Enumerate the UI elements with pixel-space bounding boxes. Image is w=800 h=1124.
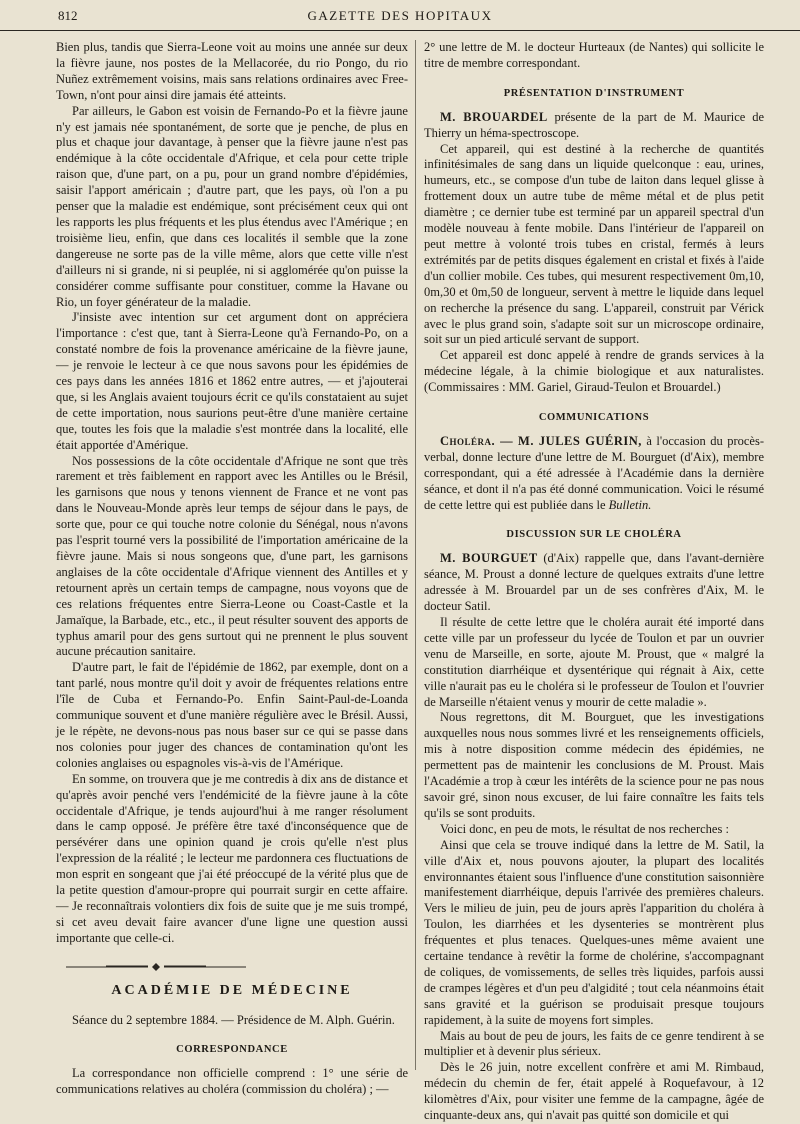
section-heading: COMMUNICATIONS <box>538 412 650 424</box>
seance-line: Séance du 2 septembre 1884. — Présidence de M. Alph. Guérin. <box>72 1012 395 1027</box>
lead-in: Choléra. — M. JULES GUÉRIN, <box>440 433 642 448</box>
paragraph: Nous regrettons, dit M. Bourguet, que les investigations auxquelles nous nous sommes livré et les renseignements officiels, mis à notre disposition comme médecin des épidémies, ne permettent pas de maintenir les conclusions de M. Proust. Mais l'Académie a trop à cœur les intérêts de la science pour ne pas nous savoir gré, sinon nous excuser, de lui faire connaître les faits tels qu'ils se sont produits. <box>424 710 764 820</box>
paragraph: Ainsi que cela se trouve indiqué dans la lettre de M. Satil, la ville d'Aix et, nous pouvons ajouter, la plupart des localités environnantes étaient sous l'influence d'une constitution saisonnière manifestement diarrhéique, depuis l'arrivée des premières chaleurs. Vers le milieu de juin, peu de jours après l'apparition du choléra à Toulon, les diarrhées et les dysenteries se montrèrent plus fréquentes et plus tenaces. Quelques-unes même avaient une certaine tendance à revêtir la forme de cholérine, s'accompagnant de coliques, de vomissements, de selles très liquides, parfois aussi de crampes légères et d'un peu d'algidité ; tout cela néanmoins était sans gravité et la guérison se produisait presque toujours rapidement, à la suite de moyens fort simples. <box>424 837 764 1027</box>
page-number: 812 <box>58 8 78 23</box>
paragraph-text: (d'Aix) rappelle que, dans l'avant-dernière séance, M. Proust a donné lecture de quelques extraits d'une lettre adressée à M. Brouardel par un de ses confrères d'Aix, M. le docteur Satil. <box>424 551 764 614</box>
paragraph-text: présente de la part de M. Maurice de Thierry un héma-spectroscope. <box>424 109 764 140</box>
paragraph: 2° une lettre de M. le docteur Hurteaux (de Nantes) qui sollicite le titre de membre correspondant. <box>424 40 764 70</box>
paragraph <box>424 434 764 514</box>
paragraph: J'insiste avec intention sur cet argument dont on appréciera l'importance : c'est que, tant à Sierra-Leone qu'à Fernando-Po, on a constaté nombre de fois la provenance américaine de la fièvre jaune, — je renvoie le lecteur à ce que nous savons pour les épidémies de ces pays dans les années 1816 et 1862 entre autres, — et j'ajouterai que, si les Anglais avaient toujours écrit ce qu'ils constataient au sujet de cette importation, nous saurions peut-être d'une manière certaine que, toutes les fois que la maladie s'est montrée dans la localité, elle était apportée d'Amérique. <box>56 310 408 452</box>
paragraph: Voici donc, en peu de mots, le résultat de nos recherches : <box>440 821 729 836</box>
section-ornament <box>56 963 256 971</box>
paragraph: D'autre part, le fait de l'épidémie de 1862, par exemple, dont on a tant parlé, nous montre qu'il doit y avoir de fréquentes relations entre l'île de Cuba et Fernando-Po. Enfin Saint-Paul-de-Loanda communique souvent et d'une manière régulière avec le Brésil. Aussi, je le répète, ne devons-nous pas nous baser sur ce qui se passe dans nos colonies pour juger des chances de contamination qu'ont les colonies anglaises ou espagnoles vis-à-vis de l'Amérique. <box>56 660 408 770</box>
right-column <box>424 40 764 1124</box>
section-heading: DISCUSSION SUR LE CHOLÉRA <box>506 529 682 541</box>
paragraph: Il résulte de cette lettre que le choléra aurait été importé dans cette ville par un professeur du lycée de Toulon et par un ouvrier venu de Marseille, en sorte, ajoute M. Proust, que « malgré la constitution diarrhéique et dysentérique qui régnait à Aix, cette ville n'aurait pas eu le choléra si le professeur de Toulon et l'ouvrier de Marseille n'étaient venus y mourir de cette maladie ». <box>424 615 764 709</box>
speaker-name: M. BOURGUET <box>440 551 538 566</box>
paragraph: En somme, on trouvera que je me contredis à dix ans de distance et qu'après avoir penché vers l'endémicité de la fièvre jaune à la côte occidentale d'Afrique, je tends aujourd'hui à me ranger résolument dans le camp opposé. Je préfère être taxé d'inconséquence que de persévérer dans une opinion quand je crois qu'elle n'est plus l'expression de la réalité ; le lecteur me pardonnera ces fluctuations de mon esprit en songeant que j'ai été préoccupé de la vérité plus que de la petite question d'amour-propre qui pourrait surgir en cette affaire. — Je reconnaîtrais volontiers dix fois de suite que je me suis trompé, si cet aveu devait faire avancer d'une ligne une question aussi importante que celle-ci. <box>56 771 409 945</box>
paragraph: La correspondance non officielle comprend : 1° une série de communications relatives au choléra (commission du choléra) ; — <box>56 1066 408 1097</box>
paragraph: Par ailleurs, le Gabon est voisin de Fernando-Po et la fièvre jaune n'y est jamais née spontanément, de sorte que je penche, de plus en plus et chaque jour davantage, à penser que la fièvre jaune n'est pas endémique à la côte occidentale d'Afrique, et cela pour cette triple raison que, d'une part, on a pu, pour un grand nombre d'épidémies, saisir l'apport américain ; d'autre part, que les pays, où l'on a pu penser que la maladie est endémique, sont précisément ceux qui ont les rapports les plus fréquents et les plus étendus avec l'Amérique ; en troisième lieu, enfin, que dans ces localités il semble que la zone dangereuse ne sorte pas de la ville même, alors que cette ville n'est d'ailleurs ni si grande, ni si peuplée, ni si agglomérée qu'on puisse la considérer comme suffisante pour constituer, comme la Havane ou Rio, un foyer générateur de la maladie. <box>56 103 408 309</box>
paragraph: Cet appareil est donc appelé à rendre de grands services à la médecine légale, à la chimie biologique et aux naturalistes. (Commissaires : MM. Gariel, Giraud-Teulon et Brouardel.) <box>424 348 764 395</box>
paragraph: Mais au bout de peu de jours, les faits de ce genre tendirent à se multiplier et à devenir plus sérieux. <box>424 1028 764 1059</box>
paragraph: Cet appareil, qui est destiné à la recherche de quantités infinitésimales de sang dans un liquide quelconque : eau, urines, humeurs, etc., se compose d'un tube de laiton dans lequel glisse à frottement doux un autre tube de même métal et de plus petit diamètre ; ce dernier tube est terminé par un appareil spectral d'un modèle nouveau à fente mobile. Dans l'intérieur de l'appareil on peut mettre à volonté trois tubes en cristal, fermés à leurs extrémités par de petits disques également en cristal et fixés à l'aide d'un collier mobile. Ces tubes, qui mesurent respectivement 0m,10, 0m,30 et 0m,50 de longueur, servent à mettre le liquide dans lequel on recherche la présence du sang. L'appareil, construit par Vérick avec le plus grand soin, s'adapte soit sur un microscope ordinaire, soit sur un pied articulé servant de support. <box>424 141 764 347</box>
page-header <box>0 0 800 31</box>
paragraph: Nos possessions de la côte occidentale d'Afrique ne sont que très rarement et très faiblement en rapport avec les Antilles ou le Brésil, les garnisons que nous y tenons viennent de France et ne vont pas dans le Nouveau-Monde après leur temps de séjour dans le pays, de sorte que, pour ce qui touche notre colonie du Sénégal, nous n'avons pas l'esprit tourné vers la possibilité de l'importation américaine de la fièvre jaune. Mais si nous songeons que, d'une part, les garnisons anglaises de la côte occidentale d'Afrique viennent des Antilles et y retournent après un certain temps de campagne, nous voyons que de ces relations fréquentes entre Sierra-Leone ou Coast-Castle et la Jamaïque, la Barbade, etc., etc., il peut résulter souvent des apports de typhus amaril pour des gens surtout qui ne prennent le plus souvent aucune précaution sanitaire. <box>56 453 408 659</box>
paragraph <box>424 551 764 615</box>
paragraph <box>424 110 764 142</box>
section-title: ACADÉMIE DE MÉDECINE <box>111 982 353 998</box>
section-heading: PRÉSENTATION D'INSTRUMENT <box>503 87 685 99</box>
left-column <box>56 40 408 1098</box>
paragraph-text: à l'occasion du procès-verbal, donne lecture d'une lettre de M. Bourguet (d'Aix), membre correspondant, qui a été adressée à l'Académie dans la dernière séance, et dont il n'a pas été donné communication. Voici le résumé de cette lettre qui est publiée dans le <box>424 433 764 512</box>
running-title: GAZETTE DES HOPITAUX <box>307 8 493 23</box>
column-divider <box>415 40 416 1070</box>
section-heading: CORRESPONDANCE <box>176 1044 288 1056</box>
speaker-name: M. BROUARDEL <box>440 109 548 124</box>
paragraph: Dès le 26 juin, notre excellent confrère et ami M. Rimbaud, médecin du chemin de fer, était appelé à Roquefavour, à 12 kilomètres d'Aix, pour visiter une femme de la campagne, âgée de cinquante-deux ans, qui n'avait pas quitté son domicile et qui <box>424 1060 764 1123</box>
paragraph: Bien plus, tandis que Sierra-Leone voit au moins une année sur deux la fièvre jaune, nos postes de la Mellacorée, du rio Pongo, du rio Nuñez extrêmement voisins, mais sans relations ordinaires avec Free-Town, n'ont pour ainsi dire jamais été atteints. <box>56 40 408 102</box>
italic-text: Bulletin. <box>608 497 652 512</box>
